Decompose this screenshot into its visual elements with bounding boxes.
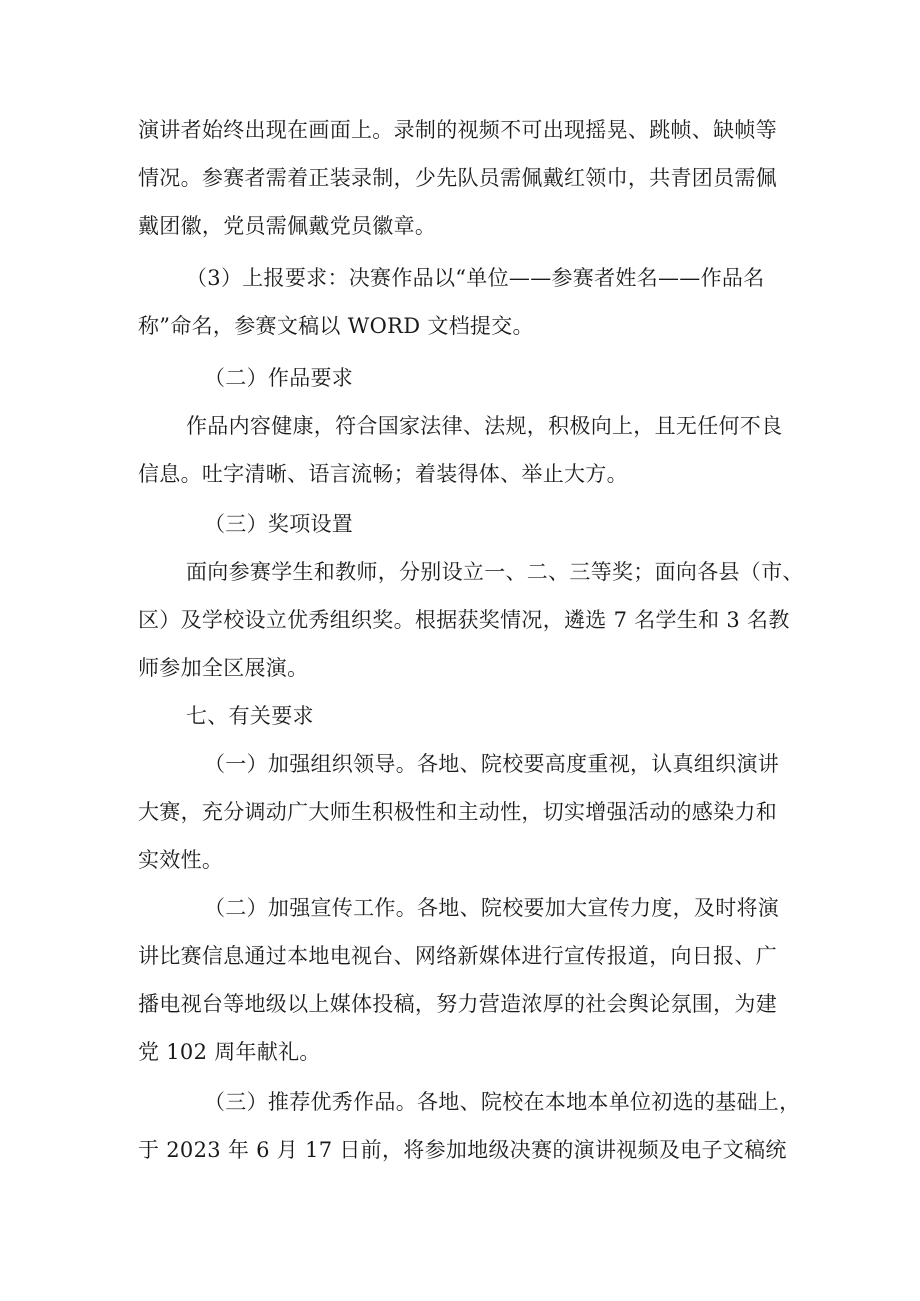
text-line: 称”命名，参赛文稿以 WORD 文档提交。	[138, 314, 534, 338]
text-line: 区）及学校设立优秀组织奖。根据获奖情况，遴选 7 名学生和 3 名教	[138, 608, 790, 632]
text-line: （二）作品要求	[204, 366, 354, 390]
text-line: 党 102 周年献礼。	[138, 1040, 321, 1064]
text-line: （三）奖项设置	[204, 512, 354, 536]
text-line: （一）加强组织领导。各地、院校要高度重视，认真组织演讲	[204, 752, 780, 776]
text-line: 信息。吐字清晰、语言流畅；着装得体、举止大方。	[138, 462, 628, 486]
section-heading-work-requirements	[138, 354, 798, 402]
text-line: 演讲者始终出现在画面上。录制的视频不可出现摇晃、跳帧、缺帧等	[138, 118, 777, 142]
text-line: 作品内容健康，符合国家法律、法规，积极向上，且无任何不良	[186, 414, 783, 438]
text-line: 情况。参赛者需着正装录制，少先队员需佩戴红领巾，共青团员需佩	[138, 166, 777, 190]
text-line: （二）加强宣传工作。各地、院校要加大宣传力度，及时将演	[204, 896, 780, 920]
paragraph-recording-rules	[138, 106, 798, 250]
paragraph-recommend-works	[138, 1078, 801, 1174]
text-line: 于 2023 年 6 月 17 日前，将参加地级决赛的演讲视频及电子文稿统	[138, 1138, 787, 1162]
paragraph-organization	[138, 740, 798, 884]
text-line: 面向参赛学生和教师，分别设立一、二、三等奖；面向各县（市、	[186, 560, 804, 584]
text-line: 实效性。	[138, 848, 224, 872]
text-line: （3）上报要求：决赛作品以“单位——参赛者姓名——作品名	[186, 266, 765, 290]
paragraph-content-requirements	[138, 402, 798, 498]
text-line: （三）推荐优秀作品。各地、院校在本地本单位初选的基础上，	[204, 1090, 801, 1114]
section-heading-awards	[138, 500, 798, 548]
paragraph-publicity	[138, 884, 798, 1076]
paragraph-submission-requirements	[138, 254, 798, 350]
text-line: 讲比赛信息通过本地电视台、网络新媒体进行宣传报道，向日报、广	[138, 944, 777, 968]
paragraph-awards	[138, 548, 804, 692]
text-line: 戴团徽，党员需佩戴党员徽章。	[138, 214, 437, 238]
section-heading-requirements	[138, 692, 798, 740]
text-line: 七、有关要求	[186, 704, 314, 728]
text-line: 播电视台等地级以上媒体投稿，努力营造浓厚的社会舆论氛围，为建	[138, 992, 777, 1016]
text-line: 师参加全区展演。	[138, 656, 309, 680]
text-line: 大赛，充分调动广大师生积极性和主动性，切实增强活动的感染力和	[138, 800, 777, 824]
